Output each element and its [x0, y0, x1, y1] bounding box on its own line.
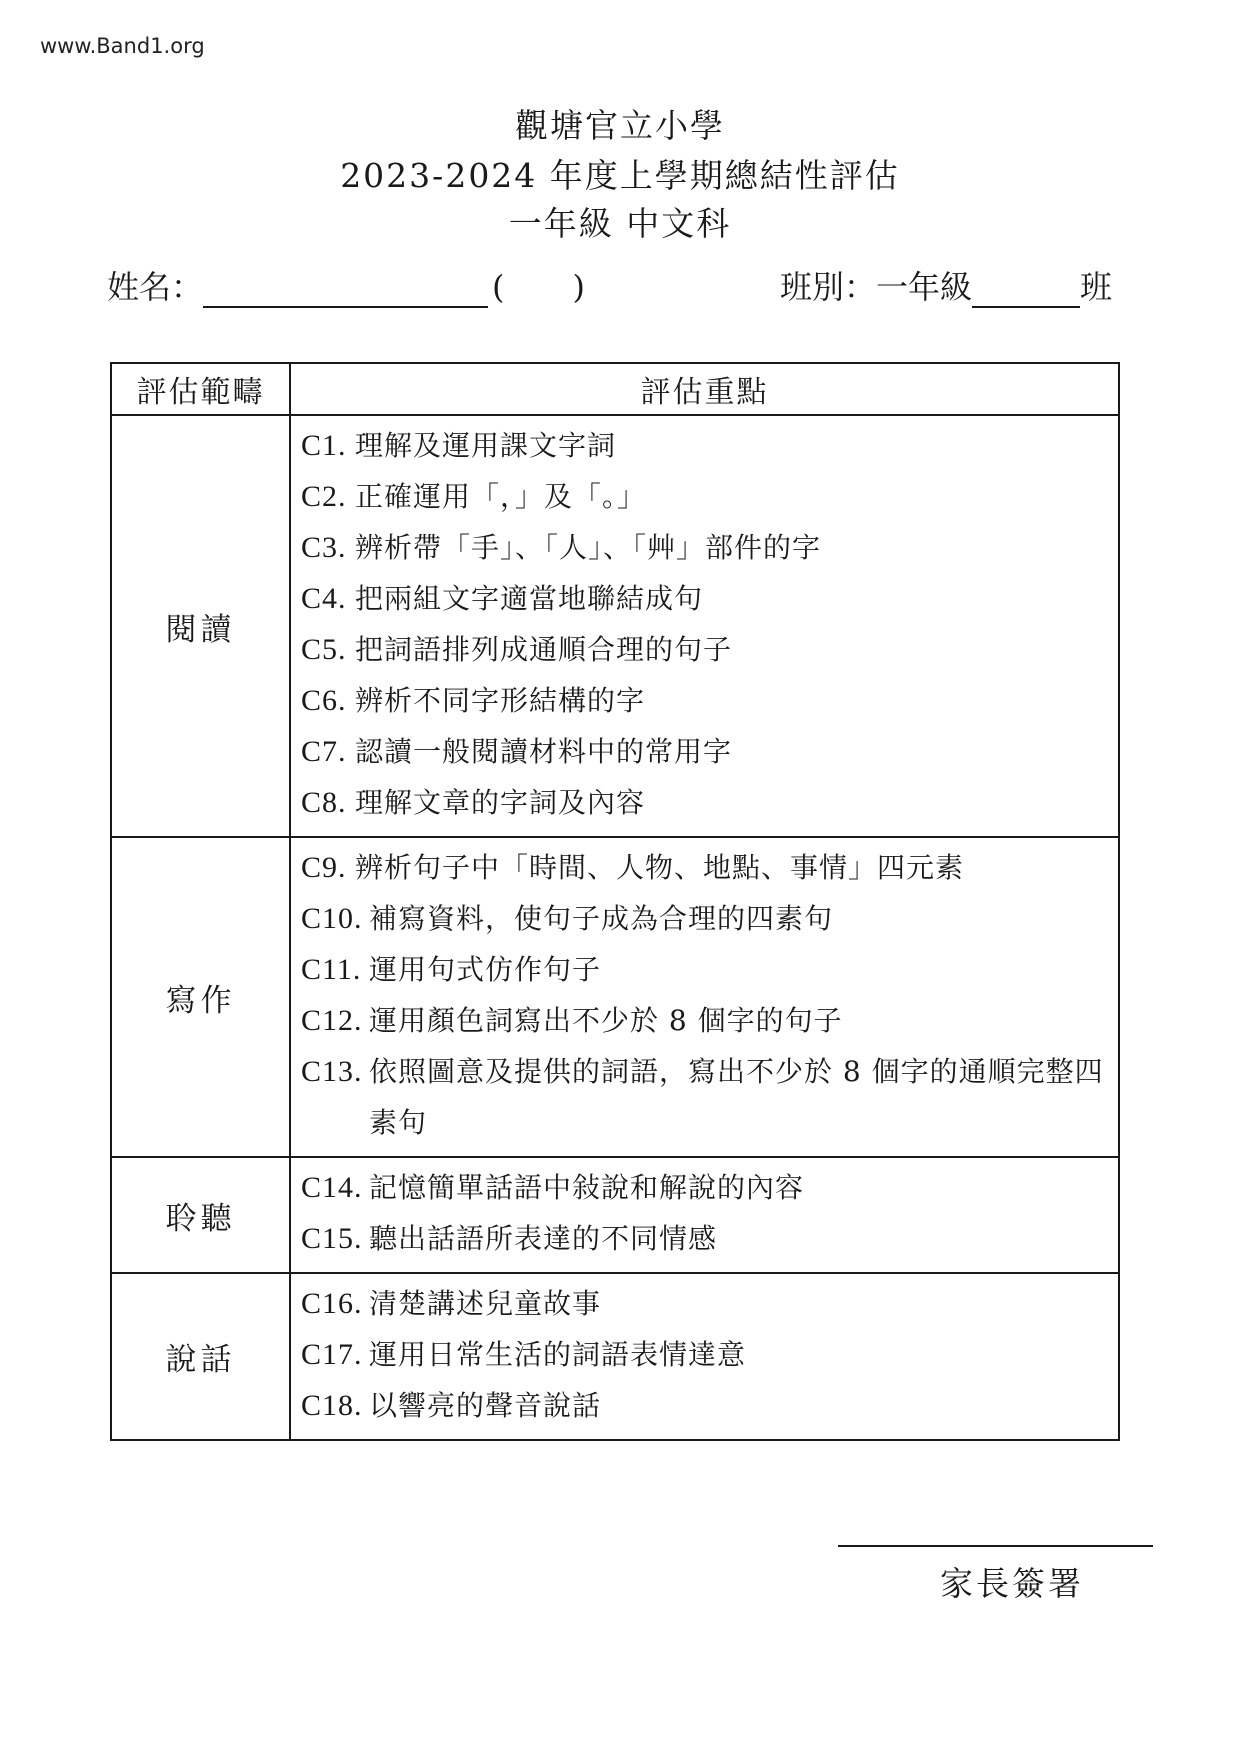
header-focus: 評估重點: [290, 363, 1119, 415]
list-item: [301, 420, 1108, 471]
class-number-open-paren: (: [492, 268, 505, 306]
list-item: [301, 522, 1108, 573]
item-text: 把詞語排列成通順合理的句子: [355, 633, 733, 666]
items-cell: [290, 837, 1119, 1157]
category-cell: 說話: [111, 1273, 290, 1440]
item-code: C6.: [301, 684, 347, 717]
items-cell: [290, 1157, 1119, 1273]
school-name: 觀塘官立小學: [515, 106, 725, 145]
name-blank[interactable]: [203, 272, 488, 308]
item-code: C13.: [301, 1055, 363, 1088]
list-item: [301, 1278, 1108, 1329]
item-code: C12.: [301, 1004, 363, 1037]
item-text: 運用顏色詞寫出不少於 8 個字的句子: [369, 1004, 843, 1037]
list-item: [301, 726, 1108, 777]
item-text: 辨析不同字形結構的字: [355, 684, 646, 717]
item-text: 辨析句子中「時間、人物、地點、事情」四元素: [355, 851, 965, 884]
item-text: 把兩組文字適當地聯結成句: [355, 582, 704, 615]
item-code: C14.: [301, 1171, 363, 1204]
list-item: [301, 1213, 1108, 1264]
assessment-table: [110, 362, 1120, 1441]
table-header-row: [111, 363, 1119, 415]
item-text: 補寫資料，使句子成為合理的四素句: [369, 902, 834, 935]
items-cell: [290, 415, 1119, 837]
category-cell: 閱讀: [111, 415, 290, 837]
item-text: 依照圖意及提供的詞語，寫出不少於 8 個字的通順完整四素句: [369, 1055, 1104, 1139]
item-text: 清楚講述兒童故事: [369, 1287, 602, 1320]
item-code: C2.: [301, 480, 347, 513]
item-text: 運用句式仿作句子: [369, 953, 602, 986]
class-blank[interactable]: [972, 272, 1080, 308]
item-code: C4.: [301, 582, 347, 615]
class-number-close-paren: ): [572, 268, 585, 306]
watermark-url: www.Band1.org: [40, 34, 205, 58]
list-item: [301, 1046, 1108, 1148]
item-text: 聽出話語所表達的不同情感: [369, 1222, 718, 1255]
list-item: [301, 624, 1108, 675]
item-code: C18.: [301, 1389, 363, 1422]
name-field-group: [107, 262, 585, 308]
name-label: 姓名：: [107, 268, 204, 306]
list-item: [301, 777, 1108, 828]
item-text: 認讀一般閱讀材料中的常用字: [355, 735, 733, 768]
list-item: [301, 1380, 1108, 1431]
exam-title: 2023-2024 年度上學期總結性評估: [340, 156, 900, 195]
list-item: [301, 1162, 1108, 1213]
list-item: [301, 573, 1108, 624]
item-text: 以響亮的聲音說話: [369, 1389, 602, 1422]
list-item: [301, 944, 1108, 995]
header-category: 評估範疇: [111, 363, 290, 415]
item-code: C17.: [301, 1338, 363, 1371]
item-text: 正確運用「，」及「。」: [355, 480, 647, 513]
list-item: [301, 675, 1108, 726]
class-label: 班別：一年級: [780, 268, 973, 306]
list-item: [301, 842, 1108, 893]
section-writing: [111, 837, 1119, 1157]
item-code: C3.: [301, 531, 347, 564]
item-code: C10.: [301, 902, 363, 935]
signature-label: 家長簽署: [940, 1564, 1084, 1603]
item-code: C16.: [301, 1287, 363, 1320]
class-field-group: [780, 262, 1112, 308]
items-cell: [290, 1273, 1119, 1440]
item-text: 辨析帶「手」、「人」、「艸」部件的字: [355, 531, 822, 564]
signature-line[interactable]: [838, 1545, 1153, 1547]
section-reading: [111, 415, 1119, 837]
class-suffix: 班: [1080, 268, 1113, 306]
section-listening: [111, 1157, 1119, 1273]
list-item: [301, 995, 1108, 1046]
item-code: C1.: [301, 429, 347, 462]
list-item: [301, 893, 1108, 944]
list-item: [301, 1329, 1108, 1380]
list-item: [301, 471, 1108, 522]
item-code: C15.: [301, 1222, 363, 1255]
item-code: C8.: [301, 786, 347, 819]
section-speaking: [111, 1273, 1119, 1440]
grade-subject: 一年級 中文科: [508, 204, 732, 243]
item-code: C11.: [301, 953, 362, 986]
category-cell: 寫作: [111, 837, 290, 1157]
item-code: C5.: [301, 633, 347, 666]
item-text: 運用日常生活的詞語表情達意: [369, 1338, 747, 1371]
item-text: 理解及運用課文字詞: [355, 429, 617, 462]
category-cell: 聆聽: [111, 1157, 290, 1273]
item-code: C9.: [301, 851, 347, 884]
item-text: 理解文章的字詞及內容: [355, 786, 646, 819]
item-text: 記憶簡單話語中敍說和解說的內容: [369, 1171, 805, 1204]
item-code: C7.: [301, 735, 347, 768]
